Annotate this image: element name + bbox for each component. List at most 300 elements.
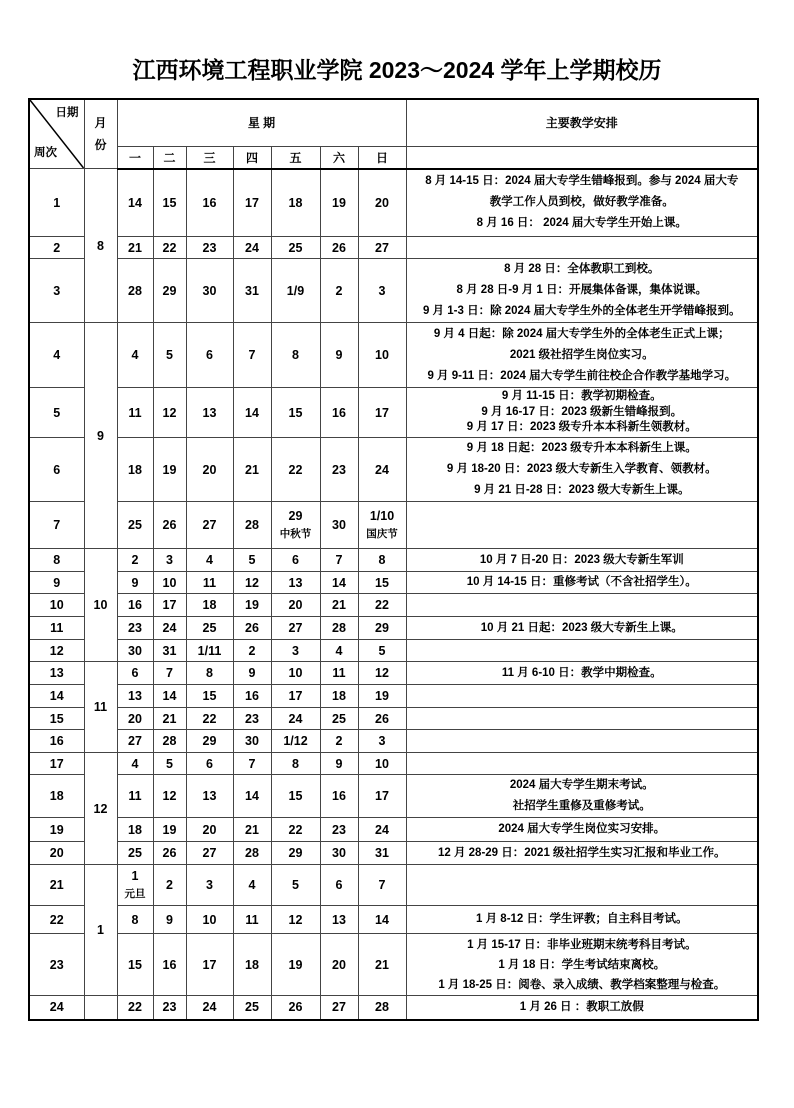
day-date: 16	[332, 405, 346, 420]
arrangements-cell	[406, 906, 758, 934]
day-cell	[320, 775, 358, 818]
arrangements-cell	[406, 996, 758, 1020]
day-cell	[271, 388, 320, 438]
day-cell	[186, 572, 233, 594]
month-cell	[84, 996, 117, 1020]
day-cell	[186, 730, 233, 753]
day-cell	[358, 594, 406, 617]
day-date: 21	[162, 711, 177, 726]
day-cell	[233, 388, 271, 438]
day-cell	[117, 730, 153, 753]
week-row	[29, 662, 758, 685]
day-cell	[320, 323, 358, 388]
day-cell	[271, 640, 320, 662]
day-date: 24	[375, 822, 389, 837]
day-date: 21	[332, 598, 346, 612]
day-cell	[358, 775, 406, 818]
day-date: 7	[335, 553, 343, 567]
day-cell	[153, 775, 186, 818]
day-date: 28	[245, 518, 259, 532]
day-cell	[186, 617, 233, 640]
month-cell: 10	[84, 549, 117, 662]
week-number: 9	[29, 572, 84, 594]
week-number: 17	[29, 753, 84, 775]
day-cell	[271, 237, 320, 259]
day-date: 10	[375, 756, 389, 771]
day-cell	[186, 594, 233, 617]
month-cell: 1	[84, 865, 117, 996]
day-date: 9	[335, 756, 343, 771]
day-date: 14	[332, 575, 346, 590]
day-date: 19	[288, 957, 303, 972]
arrangement-item: 10 月 7 日-20 日：2023 级大专新生军训	[479, 553, 684, 566]
day-cell	[320, 549, 358, 572]
day-cell	[153, 842, 186, 865]
day-date: 3	[292, 643, 299, 658]
week-number: 20	[29, 842, 84, 865]
week-row	[29, 842, 758, 865]
day-date: 28	[245, 846, 259, 860]
day-date: 10	[288, 666, 303, 680]
day-cell	[320, 502, 358, 549]
day-date: 11	[332, 666, 346, 680]
day-cell	[358, 388, 406, 438]
arrangements-cell	[406, 662, 758, 685]
day-cell	[153, 685, 186, 708]
arrangements-cell	[406, 865, 758, 906]
arrangement-item: 1 月 15-17 日：非毕业班期末统考科目考试。	[467, 938, 697, 951]
day-date: 7	[248, 756, 256, 771]
day-date: 6	[206, 756, 213, 771]
day-date: 14	[375, 912, 389, 927]
day-cell	[320, 572, 358, 594]
weekday-mon: 一	[117, 146, 153, 168]
day-date: 21	[245, 462, 259, 477]
holiday-label: 中秋节	[279, 528, 312, 540]
day-date: 26	[332, 240, 346, 255]
day-cell	[117, 237, 153, 259]
arrangements-cell	[406, 640, 758, 662]
day-date: 10	[375, 348, 389, 362]
day-cell	[320, 259, 358, 323]
day-date: 9	[248, 666, 256, 680]
day-cell	[233, 730, 271, 753]
day-date: 22	[288, 822, 303, 837]
day-date: 23	[202, 240, 217, 255]
day-date: 26	[245, 621, 259, 635]
day-date: 11	[128, 405, 142, 420]
arrangement-item: 1 月 18 日：学生考试结束离校。	[498, 958, 666, 971]
day-date: 25	[202, 621, 217, 635]
day-date: 23	[332, 822, 346, 837]
holiday-label: 国庆节	[366, 528, 398, 540]
page-title: 江西环境工程职业学院 2023～2024 学年上学期校历	[132, 57, 662, 83]
day-date: 27	[375, 240, 389, 255]
day-date: 8	[292, 348, 299, 362]
day-date: 14	[245, 405, 259, 420]
day-date: 25	[332, 711, 346, 726]
week-number: 15	[29, 708, 84, 730]
week-number: 2	[29, 237, 84, 259]
day-date: 8	[131, 912, 139, 927]
day-date: 1/9	[286, 283, 305, 298]
day-cell	[153, 996, 186, 1020]
day-cell	[117, 549, 153, 572]
weekday-fri: 五	[271, 146, 320, 168]
day-date: 9	[166, 912, 173, 927]
day-date: 15	[288, 405, 303, 420]
week-number: 14	[29, 685, 84, 708]
day-date: 23	[128, 621, 142, 635]
week-date-corner-header	[29, 99, 84, 169]
day-cell	[153, 617, 186, 640]
day-cell	[117, 906, 153, 934]
day-date: 6	[292, 553, 299, 567]
day-cell	[233, 617, 271, 640]
day-cell	[271, 730, 320, 753]
week-row	[29, 685, 758, 708]
week-row	[29, 775, 758, 818]
week-row	[29, 572, 758, 594]
arrangements-cell	[406, 438, 758, 502]
day-date: 18	[202, 598, 217, 612]
school-calendar-table	[28, 98, 759, 1021]
day-cell	[117, 617, 153, 640]
day-date: 20	[332, 957, 346, 972]
day-date: 6	[206, 348, 213, 362]
arrangement-item: 9 月 11-15 日：教学初期检查。	[501, 390, 662, 403]
week-number: 11	[29, 617, 84, 640]
day-date: 28	[162, 734, 177, 748]
day-cell	[117, 996, 153, 1020]
day-cell	[320, 388, 358, 438]
arrangement-item: 教学工作人员到校，做好教学准备。	[489, 196, 674, 209]
day-date: 14	[162, 689, 177, 703]
day-cell	[271, 662, 320, 685]
day-cell	[153, 865, 186, 906]
day-date: 14	[128, 195, 142, 210]
day-cell	[117, 594, 153, 617]
day-cell	[186, 934, 233, 996]
day-date: 18	[332, 689, 346, 703]
day-cell	[233, 640, 271, 662]
day-date: 9	[131, 575, 139, 590]
day-date: 5	[248, 553, 256, 567]
day-date: 13	[288, 575, 303, 590]
day-date: 20	[202, 822, 217, 837]
day-cell	[358, 730, 406, 753]
day-date: 6	[131, 666, 139, 680]
day-date: 22	[128, 1000, 142, 1015]
month-cell: 11	[84, 662, 117, 753]
day-cell	[153, 237, 186, 259]
day-date: 4	[206, 553, 213, 567]
day-cell	[233, 753, 271, 775]
day-date: 13	[128, 689, 142, 703]
day-cell	[117, 775, 153, 818]
weekday-tue: 二	[153, 146, 186, 168]
day-date: 19	[375, 689, 389, 703]
day-cell	[117, 662, 153, 685]
day-cell	[233, 237, 271, 259]
day-cell	[186, 818, 233, 842]
arrangement-item: 2021 级社招学生岗位实习。	[509, 348, 654, 361]
day-cell	[153, 502, 186, 549]
day-date: 4	[335, 643, 343, 658]
week-number: 21	[29, 865, 84, 906]
day-cell	[233, 996, 271, 1020]
week-number: 4	[29, 323, 84, 388]
day-cell	[233, 842, 271, 865]
day-date: 28	[375, 1000, 389, 1015]
day-cell	[117, 640, 153, 662]
day-date: 30	[332, 846, 346, 860]
day-cell	[358, 640, 406, 662]
day-date: 10	[162, 575, 177, 590]
day-cell	[358, 237, 406, 259]
day-date: 12	[162, 405, 177, 420]
month-cell: 9	[84, 323, 117, 549]
day-date: 20	[375, 195, 389, 210]
day-date: 7	[378, 878, 386, 892]
day-cell	[233, 169, 271, 237]
day-date: 17	[202, 957, 217, 972]
arrangement-item: 11 月 6-10 日：教学中期检查。	[501, 666, 662, 679]
day-cell	[153, 388, 186, 438]
arrangement-item: 9 月 17 日：2023 级专升本本科新生领教材。	[466, 421, 697, 434]
day-date: 20	[128, 711, 142, 726]
day-cell	[320, 662, 358, 685]
day-date: 24	[245, 240, 259, 255]
week-row	[29, 594, 758, 617]
arrangement-item: 9 月 16-17 日：2023 级新生错峰报到。	[481, 405, 683, 418]
day-date: 16	[245, 689, 259, 703]
day-date: 5	[292, 878, 299, 892]
day-date: 26	[162, 846, 177, 860]
day-cell	[117, 323, 153, 388]
day-cell	[153, 906, 186, 934]
day-date: 17	[245, 195, 259, 210]
day-cell	[358, 502, 406, 549]
day-date: 31	[375, 846, 389, 860]
day-date: 19	[162, 822, 177, 837]
arrangement-item: 8 月 16 日： 2024 届大专学生开始上课。	[476, 217, 687, 230]
day-date: 2	[131, 553, 139, 567]
arrangements-cell	[406, 259, 758, 323]
day-date: 15	[202, 689, 217, 703]
day-cell	[117, 502, 153, 549]
day-date: 29	[288, 846, 303, 860]
day-cell	[233, 775, 271, 818]
holiday-label: 元旦	[124, 888, 146, 900]
day-date: 30	[332, 518, 346, 532]
day-cell	[153, 640, 186, 662]
month-header	[84, 99, 117, 169]
day-cell	[186, 259, 233, 323]
day-date: 8	[292, 756, 299, 771]
day-date: 2	[335, 283, 343, 298]
day-cell	[117, 708, 153, 730]
day-cell	[117, 818, 153, 842]
week-number: 23	[29, 934, 84, 996]
weekday-sun: 日	[358, 146, 406, 168]
arrangements-cell	[406, 730, 758, 753]
day-cell	[358, 708, 406, 730]
day-cell	[233, 865, 271, 906]
day-date: 13	[202, 789, 217, 803]
week-number: 8	[29, 549, 84, 572]
day-cell	[320, 640, 358, 662]
day-cell	[186, 169, 233, 237]
day-date: 24	[288, 711, 303, 726]
day-cell	[271, 775, 320, 818]
arrangements-cell	[406, 842, 758, 865]
day-date: 15	[288, 789, 303, 803]
week-number: 22	[29, 906, 84, 934]
day-cell	[233, 662, 271, 685]
day-date: 15	[128, 957, 142, 972]
day-cell	[271, 617, 320, 640]
arrangements-cell	[406, 753, 758, 775]
day-cell	[271, 708, 320, 730]
day-date: 7	[166, 666, 173, 680]
day-cell	[271, 865, 320, 906]
day-cell	[271, 323, 320, 388]
day-cell	[320, 617, 358, 640]
arrangements-cell	[406, 775, 758, 818]
day-cell	[233, 685, 271, 708]
day-cell	[153, 259, 186, 323]
day-date: 29	[202, 734, 217, 748]
arrangements-cell	[406, 572, 758, 594]
week-row	[29, 818, 758, 842]
day-cell	[153, 708, 186, 730]
week-row	[29, 906, 758, 934]
day-date: 27	[202, 518, 217, 532]
day-date: 16	[162, 957, 177, 972]
day-cell	[233, 572, 271, 594]
day-cell	[358, 865, 406, 906]
day-cell	[186, 502, 233, 549]
day-cell	[320, 685, 358, 708]
day-cell	[320, 865, 358, 906]
header-row-weekdays	[29, 146, 758, 168]
day-date: 1	[131, 869, 139, 883]
day-date: 24	[162, 621, 177, 635]
day-cell	[186, 865, 233, 906]
week-row	[29, 640, 758, 662]
day-date: 6	[335, 878, 343, 892]
day-cell	[271, 753, 320, 775]
day-cell	[233, 818, 271, 842]
day-date: 27	[288, 621, 303, 635]
day-date: 24	[375, 462, 389, 477]
day-cell	[233, 502, 271, 549]
day-date: 3	[206, 878, 213, 892]
day-date: 12	[288, 912, 303, 927]
week-number: 12	[29, 640, 84, 662]
day-cell	[271, 906, 320, 934]
day-date: 8	[378, 553, 386, 567]
day-date: 13	[202, 405, 217, 420]
day-cell	[153, 934, 186, 996]
day-date: 30	[128, 643, 142, 658]
day-cell	[233, 549, 271, 572]
day-cell	[186, 388, 233, 438]
arrangement-item: 9 月 21 日-28 日：2023 级大专新生上课。	[474, 484, 690, 496]
day-date: 15	[162, 195, 177, 210]
day-date: 1/10	[369, 509, 395, 523]
week-row	[29, 617, 758, 640]
day-cell	[271, 549, 320, 572]
day-date: 27	[332, 1000, 346, 1015]
day-date: 11	[245, 912, 259, 927]
week-number: 24	[29, 996, 84, 1020]
week-row	[29, 388, 758, 438]
day-cell	[186, 906, 233, 934]
arrangements-subheader	[406, 146, 758, 168]
day-date: 3	[378, 283, 386, 298]
day-cell	[320, 237, 358, 259]
day-date: 19	[162, 462, 177, 477]
day-cell	[358, 842, 406, 865]
arrangement-item: 8 月 14-15 日：2024 届大专学生错峰报到。参与 2024 届大专	[425, 175, 739, 188]
day-cell	[358, 818, 406, 842]
day-date: 17	[288, 689, 303, 703]
day-cell	[186, 708, 233, 730]
day-date: 25	[128, 518, 142, 532]
day-cell	[271, 842, 320, 865]
week-row	[29, 934, 758, 996]
week-row	[29, 730, 758, 753]
week-number: 10	[29, 594, 84, 617]
day-date: 15	[375, 575, 389, 590]
day-cell	[153, 818, 186, 842]
day-cell	[117, 934, 153, 996]
day-cell	[117, 572, 153, 594]
day-cell	[358, 662, 406, 685]
day-cell	[153, 549, 186, 572]
day-cell	[186, 549, 233, 572]
arrangements-cell	[406, 169, 758, 237]
day-date: 23	[162, 1000, 177, 1015]
arrangement-item: 1 月 8-12 日：学生评教；自主科目考试。	[476, 913, 688, 925]
day-cell	[320, 594, 358, 617]
day-date: 25	[288, 240, 303, 255]
header-row-top	[29, 99, 758, 146]
week-row	[29, 323, 758, 388]
day-cell	[233, 906, 271, 934]
day-cell	[320, 842, 358, 865]
day-cell	[153, 438, 186, 502]
day-date: 30	[245, 734, 259, 748]
day-cell	[117, 388, 153, 438]
month-cell: 8	[84, 169, 117, 323]
day-date: 21	[245, 822, 259, 837]
day-date: 2	[248, 643, 256, 658]
day-cell	[358, 169, 406, 237]
day-date: 10	[202, 912, 217, 927]
day-cell	[358, 438, 406, 502]
arrangements-cell	[406, 549, 758, 572]
weekday-wed: 三	[186, 146, 233, 168]
day-date: 26	[288, 1000, 303, 1015]
day-cell	[117, 438, 153, 502]
day-date: 21	[128, 240, 142, 255]
day-date: 18	[245, 957, 259, 972]
day-cell	[358, 259, 406, 323]
day-date: 26	[375, 711, 389, 726]
